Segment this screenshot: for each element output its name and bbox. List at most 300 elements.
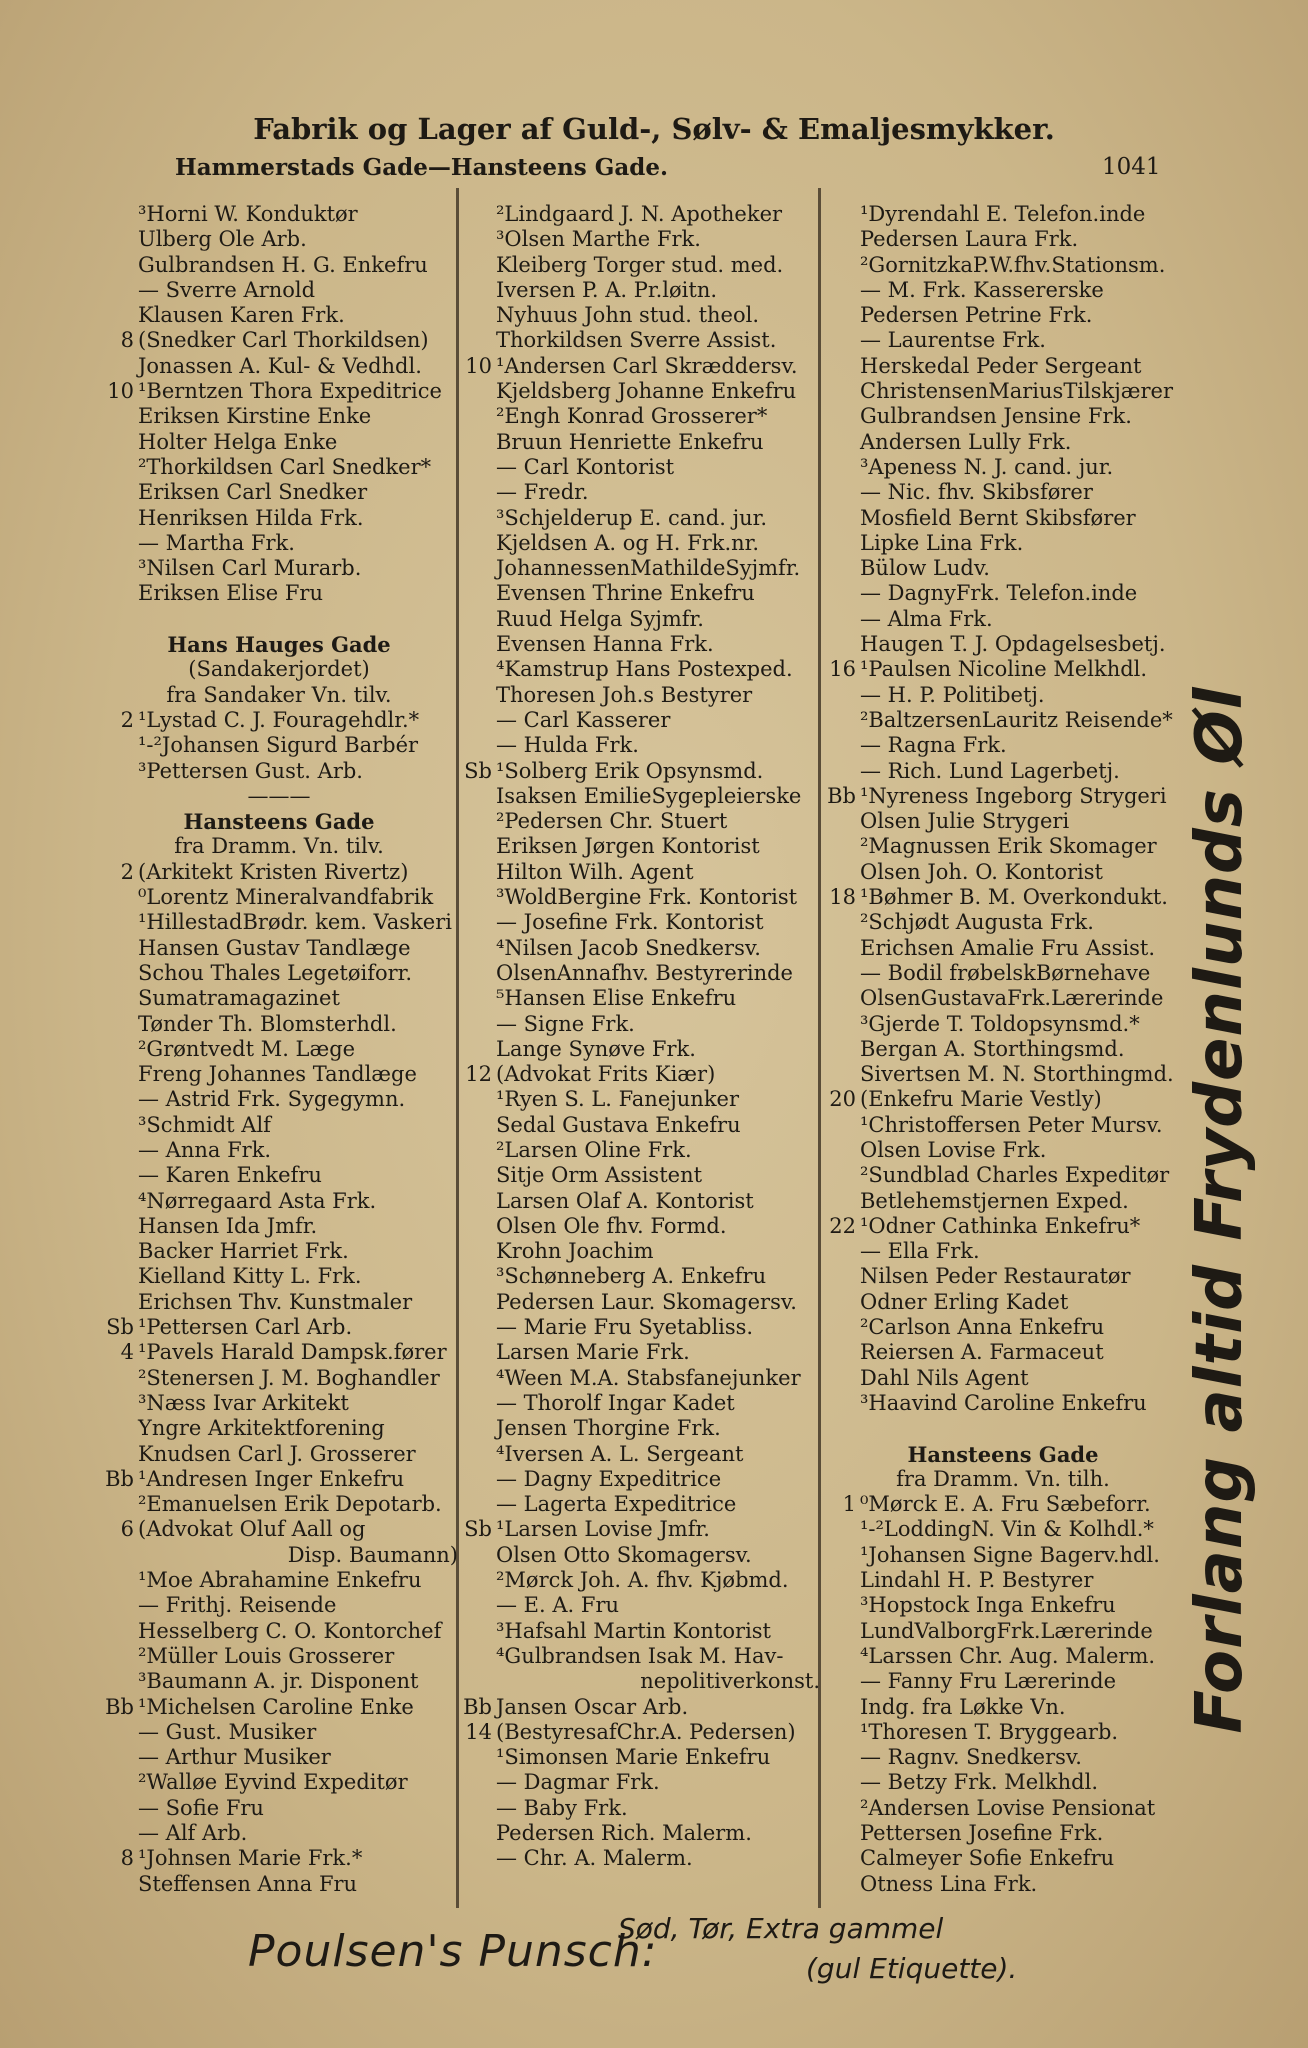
directory-entry	[458, 1695, 820, 1720]
directory-entry	[458, 1821, 820, 1846]
entry-text: Olsen Lovise Frk.	[860, 1137, 1047, 1162]
directory-entry	[822, 784, 1184, 809]
directory-entry	[458, 1720, 820, 1745]
entry-text: Larsen Marie Frk.	[496, 1340, 690, 1365]
directory-entry	[458, 556, 820, 581]
directory-entry	[458, 227, 820, 252]
entry-text: Backer Harriet Frk.	[138, 1239, 349, 1264]
directory-entry	[822, 1745, 1184, 1770]
directory-entry	[822, 1669, 1184, 1694]
entry-text: (Sandakerjordet)	[188, 657, 370, 682]
directory-entry	[822, 1796, 1184, 1821]
entry-text: (Advokat Oluf Aall og	[138, 1517, 366, 1542]
entry-text: ¹-²LoddingN. Vin & Kolhdl.*	[860, 1517, 1154, 1542]
house-number: 4	[120, 1340, 134, 1365]
entry-text: ²Lindgaard J. N. Apotheker	[496, 202, 783, 226]
directory-entry	[100, 860, 458, 885]
entry-text: Sedal Gustava Enkefru	[496, 1112, 741, 1137]
directory-entry	[458, 1796, 820, 1821]
directory-entry	[822, 404, 1184, 429]
directory-entry	[822, 1416, 1184, 1441]
entry-text: ²BaltzersenLauritz Reisende*	[860, 707, 1173, 732]
entry-text: — Sofie Fru	[138, 1795, 264, 1820]
directory-entry	[458, 531, 820, 556]
house-number: Sb	[106, 1315, 134, 1340]
street-heading	[100, 632, 458, 657]
directory-entry	[458, 860, 820, 885]
directory-entry	[458, 404, 820, 429]
entry-text: ²Grøntvedt M. Læge	[138, 1036, 356, 1061]
entry-text: — Betzy Frk. Melkhdl.	[860, 1770, 1098, 1795]
entry-text: Erichsen Thv. Kunstmaler	[138, 1289, 413, 1314]
directory-entry	[100, 480, 458, 505]
directory-entry	[100, 379, 458, 404]
entry-text: Olsen Julie Strygeri	[860, 809, 1070, 834]
entry-text: Gulbrandsen H. G. Enkefru	[138, 252, 428, 277]
entry-text: Knudsen Carl J. Grosserer	[138, 1441, 416, 1466]
entry-text: — Alma Frk.	[860, 606, 993, 631]
directory-entry	[100, 531, 458, 556]
directory-entry	[822, 1593, 1184, 1618]
directory-entry	[100, 1619, 458, 1644]
entry-text: ¹Lystad C. J. Fouragehdlr.*	[138, 707, 420, 732]
directory-entry	[822, 632, 1184, 657]
entry-text: ³Apeness N. J. cand. jur.	[860, 454, 1114, 479]
entry-text: ²Engh Konrad Grosserer*	[496, 404, 768, 429]
directory-entry	[458, 253, 820, 278]
entry-text: ¹Berntzen Thora Expeditrice	[138, 379, 442, 404]
directory-entry	[458, 733, 820, 758]
entry-text: Eriksen Jørgen Kontorist	[496, 834, 760, 859]
entry-text: ²Magnussen Erik Skomager	[860, 834, 1157, 859]
directory-entry	[458, 1189, 820, 1214]
directory-entry	[822, 809, 1184, 834]
directory-entry	[100, 1087, 458, 1112]
entry-text: ¹Dyrendahl E. Telefon.inde	[860, 202, 1146, 226]
directory-entry	[822, 303, 1184, 328]
entry-text: ¹Andersen Carl Skræddersv.	[496, 353, 798, 378]
entry-text: Hesselberg C. O. Kontorchef	[138, 1618, 442, 1643]
entry-text: Pedersen Rich. Malerm.	[496, 1821, 752, 1845]
entry-text: ²Emanuelsen Erik Depotarb.	[138, 1492, 442, 1517]
directory-entry	[822, 1214, 1184, 1239]
directory-entry	[100, 303, 458, 328]
directory-entry	[822, 910, 1184, 935]
directory-entry	[100, 1720, 458, 1745]
directory-entry	[458, 1290, 820, 1315]
directory-entry	[458, 1012, 820, 1037]
directory-entry	[822, 253, 1184, 278]
directory-entry	[822, 1366, 1184, 1391]
entry-text: Kjeldsberg Johanne Enkefru	[496, 379, 797, 404]
entry-text: — Carl Kasserer	[496, 707, 671, 732]
directory-entry	[100, 986, 458, 1011]
directory-entry	[458, 986, 820, 1011]
entry-text: Henriksen Hilda Frk.	[138, 505, 364, 530]
entry-text: Eriksen Carl Snedker	[138, 480, 368, 505]
house-number: Bb	[827, 783, 856, 808]
directory-entry	[458, 1593, 820, 1618]
directory-entry	[822, 455, 1184, 480]
entry-text: — Martha Frk.	[138, 530, 295, 555]
directory-entry	[458, 1846, 820, 1871]
directory-entry	[822, 1163, 1184, 1188]
entry-text: ⁵Hansen Elise Enkefru	[496, 986, 737, 1011]
directory-entry	[100, 708, 458, 733]
directory-entry	[822, 1619, 1184, 1644]
entry-text: fra Sandaker Vn. tilv.	[166, 682, 392, 707]
entry-text: OlsenAnnafhv. Bestyrerinde	[496, 960, 793, 985]
directory-entry	[458, 708, 820, 733]
directory-entry	[100, 1821, 458, 1846]
directory-entry	[458, 379, 820, 404]
entry-text: ³Gjerde T. Toldopsynsmd.*	[860, 1011, 1140, 1036]
entry-text: Jansen Oscar Arb.	[496, 1694, 689, 1719]
entry-text: ¹Bøhmer B. M. Overkondukt.	[860, 885, 1168, 910]
directory-entry	[100, 1062, 458, 1087]
bottom-ad-brand: Poulsen's Punsch:	[248, 1926, 658, 1977]
house-number: 22	[829, 1213, 856, 1238]
entry-text: Herskedal Peder Sergeant	[860, 353, 1142, 378]
directory-entry	[822, 986, 1184, 1011]
entry-text: ⁴Kamstrup Hans Postexped.	[496, 657, 793, 682]
entry-text: Steffensen Anna Fru	[138, 1871, 358, 1896]
directory-entry	[100, 1543, 458, 1568]
entry-text: — Thorolf Ingar Kadet	[496, 1390, 735, 1415]
directory-entry	[822, 1543, 1184, 1568]
directory-entry	[100, 1163, 458, 1188]
entry-text: — Hulda Frk.	[496, 733, 639, 758]
directory-column-3	[822, 202, 1184, 1897]
directory-entry	[822, 480, 1184, 505]
directory-entry	[822, 1872, 1184, 1897]
directory-entry	[100, 961, 458, 986]
entry-text: ³Næss Ivar Arkitekt	[138, 1390, 349, 1415]
entry-text: Kjeldsen A. og H. Frk.nr.	[496, 530, 760, 555]
page-header-streets: Hammerstads Gade—Hansteens Gade.	[175, 154, 668, 181]
directory-entry	[458, 1517, 820, 1542]
directory-entry	[100, 1568, 458, 1593]
entry-text: ⁴Nilsen Jacob Snedkersv.	[496, 935, 761, 960]
entry-text: Klausen Karen Frk.	[138, 303, 345, 328]
directory-entry	[458, 1366, 820, 1391]
directory-entry	[822, 1821, 1184, 1846]
entry-text: Lipke Lina Frk.	[860, 530, 1024, 555]
page-number: 1041	[1102, 154, 1161, 180]
directory-entry	[458, 1644, 820, 1669]
directory-entry	[100, 1416, 458, 1441]
directory-entry	[100, 1012, 458, 1037]
entry-text: ¹Thoresen T. Bryggearb.	[860, 1719, 1119, 1744]
entry-text: Kleiberg Torger stud. med.	[496, 252, 784, 277]
entry-text: Andersen Lully Frk.	[860, 429, 1072, 454]
directory-entry	[822, 1037, 1184, 1062]
entry-text: Pedersen Laur. Skomagersv.	[496, 1289, 797, 1314]
directory-entry	[822, 1846, 1184, 1871]
directory-entry	[822, 1264, 1184, 1289]
entry-text: — Dagny Expeditrice	[496, 1466, 722, 1491]
street-heading	[100, 784, 458, 809]
directory-entry	[100, 1264, 458, 1289]
entry-text: Olsen Joh. O. Kontorist	[860, 859, 1103, 884]
entry-text: LundValborgFrk.Lærerinde	[860, 1618, 1153, 1643]
directory-entry	[458, 1315, 820, 1340]
entry-text: ¹Michelsen Caroline Enke	[138, 1694, 414, 1719]
entry-text: Haugen T. J. Opdagelsesbetj.	[860, 632, 1166, 657]
directory-entry	[458, 202, 820, 227]
entry-text: ³Nilsen Carl Murarb.	[138, 556, 362, 581]
entry-text: Krohn Joachim	[496, 1239, 654, 1264]
entry-text: — Nic. fhv. Skibsfører	[860, 480, 1093, 505]
entry-text: ²Walløe Eyvind Expeditør	[138, 1770, 408, 1795]
house-number: 8	[120, 328, 134, 353]
directory-entry	[822, 834, 1184, 859]
directory-entry	[458, 632, 820, 657]
entry-text: — E. A. Fru	[496, 1593, 620, 1618]
directory-entry	[458, 1037, 820, 1062]
entry-text: Schou Thales Legetøiforr.	[138, 960, 413, 985]
entry-text: Hilton Wilh. Agent	[496, 859, 694, 884]
entry-text: — Rich. Lund Lagerbetj.	[860, 758, 1120, 783]
directory-entry	[822, 506, 1184, 531]
directory-entry	[822, 227, 1184, 252]
directory-entry	[100, 759, 458, 784]
directory-entry	[458, 1619, 820, 1644]
entry-text: ⁴Iversen A. L. Sergeant	[496, 1441, 744, 1466]
directory-entry	[100, 1138, 458, 1163]
directory-entry	[100, 1366, 458, 1391]
entry-text: — Baby Frk.	[496, 1795, 628, 1820]
directory-entry	[100, 506, 458, 531]
entry-text: Otness Lina Frk.	[860, 1871, 1038, 1896]
street-heading	[822, 1467, 1184, 1492]
entry-text: Bruun Henriette Enkefru	[496, 429, 764, 454]
house-number: Sb	[464, 1517, 492, 1542]
house-number: 16	[829, 657, 856, 682]
directory-entry	[458, 834, 820, 859]
directory-entry	[458, 1543, 820, 1568]
entry-text: ³Hafsahl Martin Kontorist	[496, 1618, 771, 1643]
directory-entry	[458, 1568, 820, 1593]
entry-text: (Advokat Frits Kiær)	[496, 1062, 716, 1087]
street-heading	[100, 809, 458, 834]
entry-text: fra Dramm. Vn. tilv.	[174, 834, 384, 859]
directory-entry	[458, 1442, 820, 1467]
directory-entry	[100, 1669, 458, 1694]
entry-text: ²Larsen Oline Frk.	[496, 1137, 692, 1162]
entry-text: Ruud Helga Syjmfr.	[496, 606, 704, 631]
entry-text: ¹Pavels Harald Dampsk.fører	[138, 1340, 447, 1365]
directory-entry	[100, 1745, 458, 1770]
entry-text: Nyhuus John stud. theol.	[496, 303, 760, 328]
directory-entry	[100, 1770, 458, 1795]
entry-text: Olsen Ole fhv. Formd.	[496, 1213, 727, 1238]
entry-text: ¹Andresen Inger Enkefru	[138, 1466, 405, 1491]
entry-text: Isaksen EmilieSygepleierske	[496, 783, 802, 808]
directory-entry	[822, 379, 1184, 404]
entry-text: nepolitiverkonst.	[640, 1669, 820, 1694]
house-number: Bb	[105, 1466, 134, 1491]
entry-text: Betlehemstjernen Exped.	[860, 1188, 1129, 1213]
directory-entry	[822, 1770, 1184, 1795]
entry-text: — Signe Frk.	[496, 1011, 635, 1036]
entry-text: Disp. Baumann)	[287, 1542, 458, 1567]
entry-text: Holter Helga Enke	[138, 429, 338, 454]
directory-entry	[100, 430, 458, 455]
directory-entry	[458, 1214, 820, 1239]
house-number: 8	[120, 1846, 134, 1871]
entry-text: — H. P. Politibetj.	[860, 682, 1045, 707]
directory-entry	[458, 1062, 820, 1087]
directory-entry	[822, 759, 1184, 784]
directory-entry	[100, 1517, 458, 1542]
entry-text: — Fredr.	[496, 480, 589, 505]
entry-text: Olsen Otto Skomagersv.	[496, 1542, 752, 1567]
directory-entry	[100, 404, 458, 429]
entry-text: Kielland Kitty L. Frk.	[138, 1264, 362, 1289]
entry-text: — DagnyFrk. Telefon.inde	[860, 581, 1138, 606]
directory-entry	[100, 1340, 458, 1365]
house-number: 10	[107, 379, 134, 404]
directory-entry	[100, 1644, 458, 1669]
entry-text: ⁰Lorentz Mineralvandfabrik	[138, 885, 434, 910]
bottom-ad-line-2: (gul Etiquette).	[806, 1952, 1018, 1985]
directory-entry	[458, 1163, 820, 1188]
directory-entry	[822, 1517, 1184, 1542]
directory-entry	[458, 1113, 820, 1138]
directory-entry	[100, 278, 458, 303]
entry-text: ¹HillestadBrødr. kem. Vaskeri	[138, 910, 452, 935]
entry-text: — Carl Kontorist	[496, 454, 675, 479]
entry-text: ¹Johansen Signe Bagerv.hdl.	[860, 1542, 1160, 1567]
directory-entry	[458, 1391, 820, 1416]
entry-text: Tønder Th. Blomsterhdl.	[138, 1011, 397, 1036]
directory-entry	[100, 253, 458, 278]
directory-entry	[100, 936, 458, 961]
house-number: 2	[120, 859, 134, 884]
page-header-title: Fabrik og Lager af Guld-, Sølv- & Emaljesmykker.	[253, 112, 1055, 146]
entry-text: Sumatramagazinet	[138, 986, 340, 1011]
directory-entry	[822, 708, 1184, 733]
entry-text: — Ragna Frk.	[860, 733, 1007, 758]
directory-entry	[822, 531, 1184, 556]
entry-text: Lange Synøve Frk.	[496, 1036, 696, 1061]
entry-text: — Sverre Arnold	[138, 277, 316, 302]
entry-text: ²Stenersen J. M. Boghandler	[138, 1365, 440, 1390]
entry-text: ³Pettersen Gust. Arb.	[138, 758, 363, 783]
house-number: 1	[842, 1492, 856, 1517]
directory-entry	[822, 733, 1184, 758]
directory-column-2	[458, 202, 820, 1872]
directory-entry	[822, 581, 1184, 606]
directory-entry	[822, 1290, 1184, 1315]
house-number: 6	[120, 1517, 134, 1542]
directory-entry	[822, 860, 1184, 885]
house-number: 10	[465, 353, 492, 378]
directory-entry	[822, 1391, 1184, 1416]
entry-text: Sitje Orm Assistent	[496, 1163, 703, 1188]
entry-text: Jensen Thorgine Frk.	[496, 1416, 721, 1441]
directory-entry	[458, 506, 820, 531]
entry-text: — Lagerta Expeditrice	[496, 1492, 737, 1517]
directory-entry	[822, 1340, 1184, 1365]
entry-text: Hansen Ida Jmfr.	[138, 1213, 318, 1238]
entry-text: ³Horni W. Konduktør	[138, 202, 358, 226]
entry-text: — Marie Fru Syetabliss.	[496, 1315, 754, 1340]
entry-text: ¹Moe Abrahamine Enkefru	[138, 1568, 422, 1593]
entry-text: ²Pedersen Chr. Stuert	[496, 809, 728, 834]
entry-text: ²Müller Louis Grosserer	[138, 1643, 395, 1668]
entry-text: Indg. fra Løkke Vn.	[860, 1694, 1066, 1719]
entry-text: ⁴Gulbrandsen Isak M. Hav-	[496, 1643, 784, 1668]
entry-text: Reiersen A. Farmaceut	[860, 1340, 1104, 1365]
entry-text: — M. Frk. Kassererske	[860, 277, 1104, 302]
house-number: 20	[829, 1087, 856, 1112]
entry-text: ChristensenMariusTilskjærer	[860, 379, 1174, 404]
directory-entry	[458, 961, 820, 986]
entry-text: Nilsen Peder Restauratør	[860, 1264, 1131, 1289]
entry-text: Hansen Gustav Tandlæge	[138, 935, 411, 960]
directory-entry	[100, 227, 458, 252]
directory-entry	[458, 1467, 820, 1492]
entry-text: ¹Odner Cathinka Enkefru*	[860, 1213, 1141, 1238]
directory-entry	[100, 202, 458, 227]
entry-text: JohannessenMathildeSyjmfr.	[496, 556, 801, 581]
directory-entry	[100, 455, 458, 480]
directory-entry	[458, 1239, 820, 1264]
entry-text: ³Olsen Marthe Frk.	[496, 227, 701, 252]
entry-text: Gulbrandsen Jensine Frk.	[860, 404, 1132, 429]
entry-text: — Anna Frk.	[138, 1137, 272, 1162]
directory-entry	[100, 733, 458, 758]
house-number: Bb	[463, 1694, 492, 1719]
entry-text: ¹Simonsen Marie Enkefru	[496, 1745, 771, 1770]
directory-entry	[458, 910, 820, 935]
entry-text: ¹Solberg Erik Opsynsmd.	[496, 758, 764, 783]
entry-text: — Frithj. Reisende	[138, 1593, 337, 1618]
directory-entry	[100, 1315, 458, 1340]
directory-entry	[458, 1745, 820, 1770]
directory-entry	[458, 1416, 820, 1441]
directory-entry	[100, 1239, 458, 1264]
directory-entry	[100, 328, 458, 353]
entry-text: — Karen Enkefru	[138, 1163, 322, 1188]
house-number: 14	[465, 1719, 492, 1744]
directory-entry	[458, 759, 820, 784]
entry-text: ³Baumann A. jr. Disponent	[138, 1669, 419, 1694]
directory-entry	[822, 354, 1184, 379]
entry-text: Pedersen Petrine Frk.	[860, 303, 1093, 328]
entry-text: — Arthur Musiker	[138, 1745, 331, 1770]
entry-text: ³WoldBergine Frk. Kontorist	[496, 885, 798, 910]
entry-text: ⁴Nørregaard Asta Frk.	[138, 1188, 377, 1213]
house-number: 12	[465, 1062, 492, 1087]
directory-entry	[822, 278, 1184, 303]
side-advertisement-text: Forlang altid Frydenlunds Øl	[1183, 686, 1257, 1734]
entry-text: Hansteens Gade	[907, 1441, 1099, 1467]
entry-text: ²Thorkildsen Carl Snedker*	[138, 454, 432, 479]
entry-text: — Josefine Frk. Kontorist	[496, 910, 764, 935]
entry-text: Yngre Arkitektforening	[138, 1416, 385, 1441]
entry-text: ²Andersen Lovise Pensionat	[860, 1795, 1156, 1820]
directory-entry	[100, 581, 458, 606]
entry-text: ¹Pettersen Carl Arb.	[138, 1315, 353, 1340]
directory-entry	[458, 607, 820, 632]
directory-entry	[458, 1340, 820, 1365]
directory-column-1	[100, 202, 458, 1897]
entry-text: — Bodil frøbelskBørnehave	[860, 960, 1151, 985]
directory-entry	[100, 556, 458, 581]
